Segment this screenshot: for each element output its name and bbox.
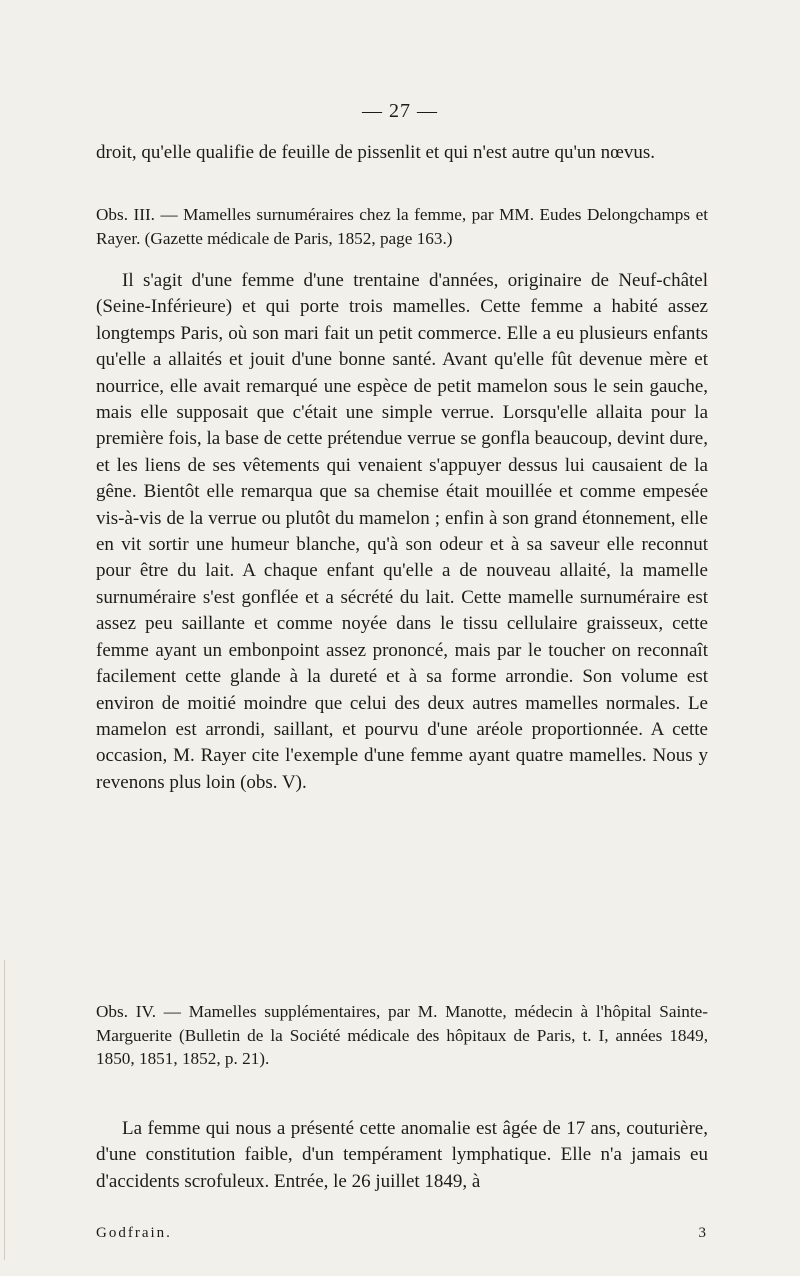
signature-name: Godfrain. <box>96 1225 172 1241</box>
continuation-paragraph: droit, qu'elle qualifie de feuille de pissenlit et qui n'est autre qu'un nœvus. <box>96 142 656 163</box>
signature-number: 3 <box>698 1225 708 1241</box>
observation-4-paragraph: La femme qui nous a présenté cette anomalie est âgée de 17 ans, couturière, d'une constitution faible, d'un tempérament lymphatique. Elle n'a jamais eu d'accidents scrofuleux. Entrée, le 26 juillet 1849, à <box>96 1118 708 1192</box>
observation-3-paragraph: Il s'agit d'une femme d'une trentaine d'années, originaire de Neuf-châtel (Seine-Inférieure) et qui porte trois mamelles. Cette femme a habité assez longtemps Paris, où son mari fait un petit commerce. Elle a eu plusieurs enfants qu'elle a allaités et jouit d'une bonne santé. Avant qu'elle fût devenue mère et nourrice, elle avait remarqué une espèce de petit mamelon sous le sein gauche, mais elle supposait que c'était une simple verrue. Lorsqu'elle allaita pour la première fois, la base de cette prétendue verrue se gonfla beaucoup, devint dure, et les liens de ses vêtements qui venaient s'appuyer dessus lui causaient de la gêne. Bientôt elle remarqua que sa chemise était mouillée et comme empesée vis-à-vis de la verrue ou plutôt du mamelon ; enfin à son grand étonnement, elle en vit sortir une humeur blanche, qu'à son odeur et à sa saveur elle reconnut pour être du lait. A chaque enfant qu'elle a de nouveau allaité, la mamelle surnuméraire s'est gonflée et a sécrété du lait. Cette mamelle surnuméraire est assez peu saillante et comme noyée dans le tissu cellulaire graisseux, cette femme ayant un embonpoint assez prononcé, mais par le toucher on reconnaît facilement cette glande à la dureté et à sa forme arrondie. Son volume est environ de moitié moindre que celui des deux autres mamelles normales. Le mamelon est arrondi, saillant, et pourvu d'une aréole proportionnée. A cette occasion, M. Rayer cite l'exemple d'une femme ayant quatre mamelles. Nous y revenons plus loin (obs. V). <box>96 270 708 793</box>
page-edge-line <box>4 960 5 1260</box>
observation-4-header: Obs. IV. — Mamelles supplémentaires, par M. Manotte, médecin à l'hôpital Sainte-Marguerite (Bulletin de la Société médicale des hôpitaux de Paris, t. I, années 1849, 1850, 1851, 1852, p. 21). <box>96 1002 708 1068</box>
observation-3-header: Obs. III. — Mamelles surnuméraires chez la femme, par MM. Eudes Delongchamps et Rayer. (Gazette médicale de Paris, 1852, page 163.) <box>96 205 708 248</box>
printer-signature <box>96 1225 708 1242</box>
page-number: — 27 — <box>362 100 438 122</box>
